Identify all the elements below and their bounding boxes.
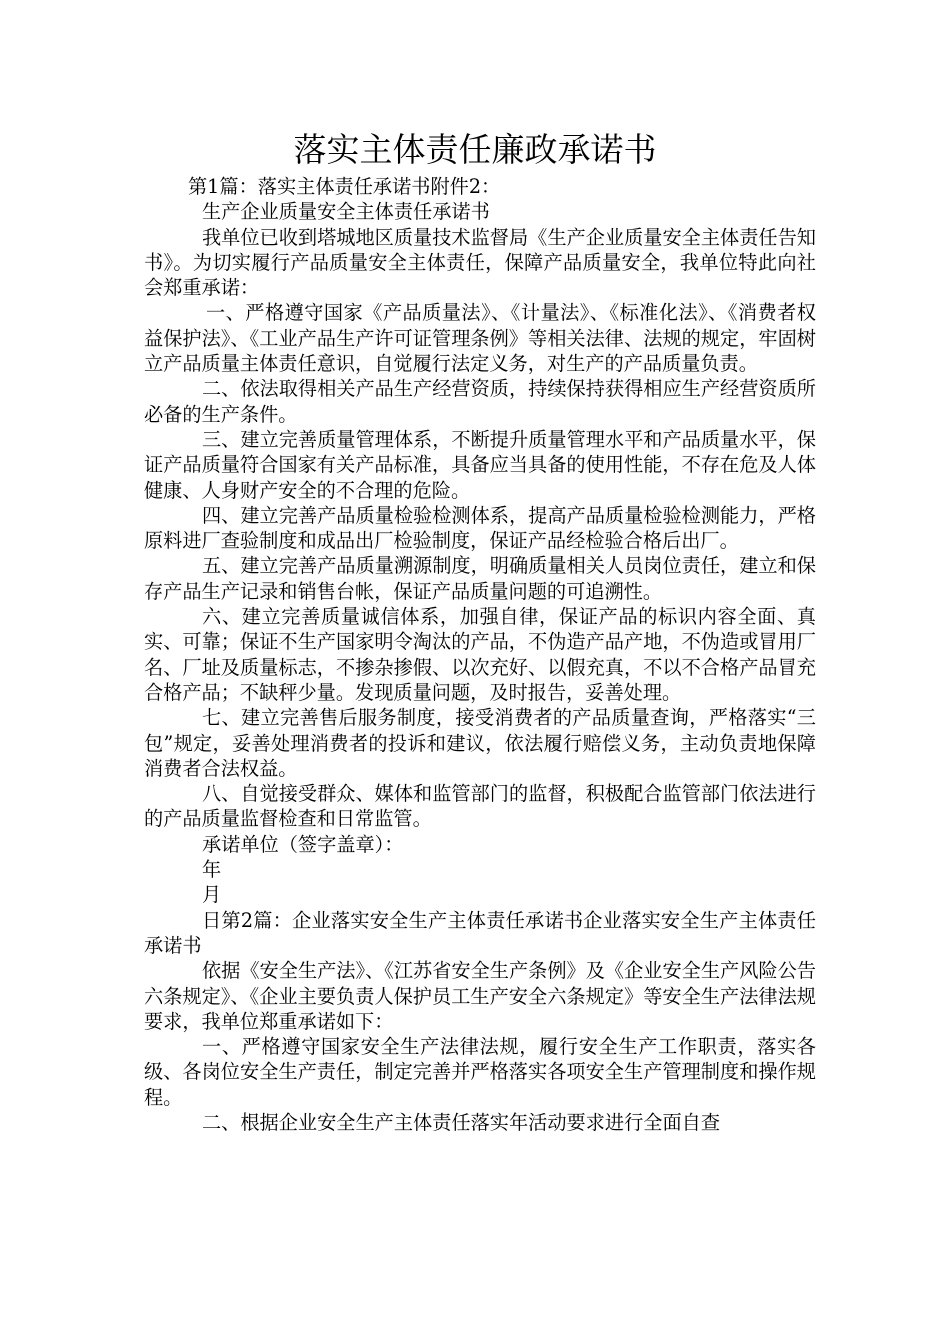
signature-line: 承诺单位（签字盖章）： <box>202 832 404 856</box>
document-title: 落实主体责任廉政承诺书 <box>293 130 657 169</box>
paragraph: 二、依法取得相关产品生产经营资质，持续保持获得相应生产经营资质所必备的生产条件。 <box>144 377 816 426</box>
paragraph: 一、严格遵守国家安全生产法律法规，履行安全生产工作职责，落实各级、各岗位安全生产责任，制定完善并严格落实各项安全生产管理制度和操作规程。 <box>144 1035 816 1109</box>
section-subtitle: 生产企业质量安全主体责任承诺书 <box>202 200 490 224</box>
document-body <box>144 174 816 1135</box>
paragraph: 一、严格遵守国家《产品质量法》、《计量法》、《标准化法》、《消费者权益保护法》、《工业产品生产许可证管理条例》等相关法律、法规的规定，牢固树立产品质量主体责任意识，自觉履行法定义务，对生产的产品质量负责。 <box>144 301 816 376</box>
paragraph: 七、建立完善售后服务制度，接受消费者的产品质量查询，严格落实“三包”规定，妥善处理消费者的投诉和建议，依法履行赔偿义务，主动负责地保障消费者合法权益。 <box>144 706 816 780</box>
paragraph: 六、建立完善质量诚信体系，加强自律，保证产品的标识内容全面、真实、可靠；保证不生产国家明令淘汰的产品，不伪造产品产地，不伪造或冒用厂名、厂址及质量标志，不掺杂掺假、以次充好、以假充真，不以不合格产品冒充合格产品；不缺秤少量。发现质量问题，及时报告，妥善处理。 <box>144 605 816 704</box>
paragraph: 二、根据企业安全生产主体责任落实年活动要求进行全面自查 <box>202 1110 721 1134</box>
paragraph: 五、建立完善产品质量溯源制度，明确质量相关人员岗位责任，建立和保存产品生产记录和销售台帐，保证产品质量问题的可追溯性。 <box>144 554 816 603</box>
section-heading-2: 日第2篇：企业落实安全生产主体责任承诺书企业落实安全生产主体责任承诺书 <box>144 908 816 957</box>
paragraph: 四、建立完善产品质量检验检测体系，提高产品质量检验检测能力，严格原料进厂查验制度和成品出厂检验制度，保证产品经检验合格后出厂。 <box>144 503 816 553</box>
paragraph: 三、建立完善质量管理体系，不断提升质量管理水平和产品质量水平，保证产品质量符合国家有关产品标准，具备应当具备的使用性能，不存在危及人体健康、人身财产安全的不合理的危险。 <box>144 427 816 502</box>
paragraph: 我单位已收到塔城地区质量技术监督局《生产企业质量安全主体责任告知书》。为切实履行产品质量安全主体责任，保障产品质量安全，我单位特此向社会郑重承诺： <box>144 225 816 300</box>
paragraph: 八、自觉接受群众、媒体和监管部门的监督，积极配合监管部门依法进行的产品质量监督检查和日常监管。 <box>144 782 816 831</box>
date-month: 月 <box>202 883 222 907</box>
section-heading-1: 第1篇：落实主体责任承诺书附件2： <box>188 175 501 198</box>
date-year: 年 <box>202 858 222 882</box>
paragraph: 依据《安全生产法》、《江苏省安全生产条例》及《企业安全生产风险公告六条规定》、《企业主要负责人保护员工生产安全六条规定》等安全生产法律法规要求，我单位郑重承诺如下： <box>144 959 816 1033</box>
